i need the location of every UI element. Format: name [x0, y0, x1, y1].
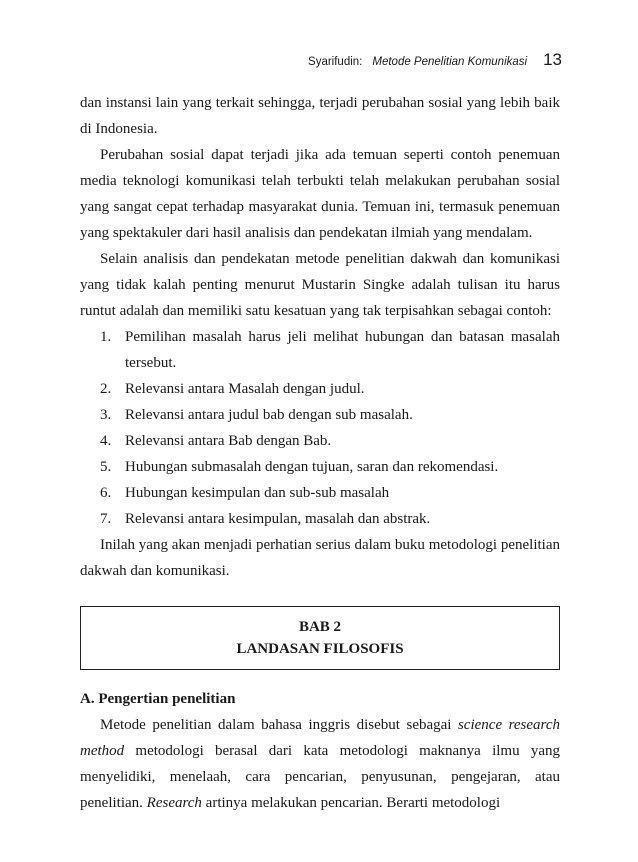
list-item-number: 1.	[100, 329, 112, 345]
paragraph-text: metodologi berasal dari kata metodologi maknanya ilmu yang menyelidiki, menelaah, cara pencarian, penyusunan, pengejaran, atau penelitian.	[80, 743, 560, 811]
paragraph-text: artinya melakukan pencarian. Berarti metodologi	[201, 795, 501, 811]
paragraph: dan instansi lain yang terkait sehingga, terjadi perubahan sosial yang lebih baik di Indonesia.	[80, 95, 560, 137]
list-item-text: Relevansi antara judul bab dengan sub masalah.	[125, 407, 413, 423]
list-item-number: 6.	[100, 485, 112, 501]
list-item	[100, 454, 560, 480]
italic-term: science research method	[80, 717, 560, 759]
list-item-number: 3.	[100, 407, 112, 423]
paragraph	[80, 712, 560, 816]
page-header	[308, 50, 562, 70]
page-number: 13	[543, 50, 562, 69]
paragraph: Selain analisis dan pendekatan metode penelitian dakwah dan komunikasi yang tidak kalah penting menurut Mustarin Singke adalah tulisan itu harus runtut adalah dan memiliki satu kesatuan yang tak terpisahkan sebagai contoh:	[80, 251, 560, 319]
list-item-number: 7.	[100, 511, 112, 527]
italic-term: Research	[146, 795, 202, 811]
list-item	[100, 480, 560, 506]
list-item-text: Hubungan submasalah dengan tujuan, saran dan rekomendasi.	[125, 459, 499, 475]
chapter-title-box	[80, 606, 560, 670]
list-item-text: Relevansi antara Bab dengan Bab.	[125, 433, 332, 449]
page-body	[80, 90, 560, 816]
list-item	[100, 376, 560, 402]
paragraph-text: Metode penelitian dalam bahasa inggris disebut sebagai	[100, 717, 458, 733]
list-item-number: 5.	[100, 459, 112, 475]
list-item	[100, 324, 560, 376]
list-item-number: 2.	[100, 381, 112, 397]
list-item-text: Relevansi antara kesimpulan, masalah dan abstrak.	[125, 511, 431, 527]
list-item-text: Pemilihan masalah harus jeli melihat hubungan dan batasan masalah tersebut.	[125, 329, 560, 371]
list-item	[100, 428, 560, 454]
list-item	[100, 506, 560, 532]
chapter-number: BAB 2	[298, 619, 342, 635]
paragraph: Perubahan sosial dapat terjadi jika ada temuan seperti contoh penemuan media teknologi komunikasi telah terbukti telah melakukan perubahan sosial yang sangat cepat terhadap masyarakat dunia. Temuan ini, termasuk penemuan yang spektakuler dari hasil analisis dan pendekatan ilmiah yang mendalam.	[80, 147, 560, 241]
list-item	[100, 402, 560, 428]
list-item-text: Relevansi antara Masalah dengan judul.	[125, 381, 365, 397]
header-book-title: Metode Penelitian Komunikasi	[372, 56, 528, 68]
numbered-list	[80, 324, 560, 532]
list-item-text: Hubungan kesimpulan dan sub-sub masalah	[125, 485, 390, 501]
header-author: Syarifudin:	[308, 56, 363, 68]
section-heading: A. Pengertian penelitian	[80, 691, 236, 707]
list-item-number: 4.	[100, 433, 112, 449]
paragraph: Inilah yang akan menjadi perhatian serius dalam buku metodologi penelitian dakwah dan komunikasi.	[80, 537, 560, 579]
chapter-title: LANDASAN FILOSOFIS	[236, 641, 404, 657]
